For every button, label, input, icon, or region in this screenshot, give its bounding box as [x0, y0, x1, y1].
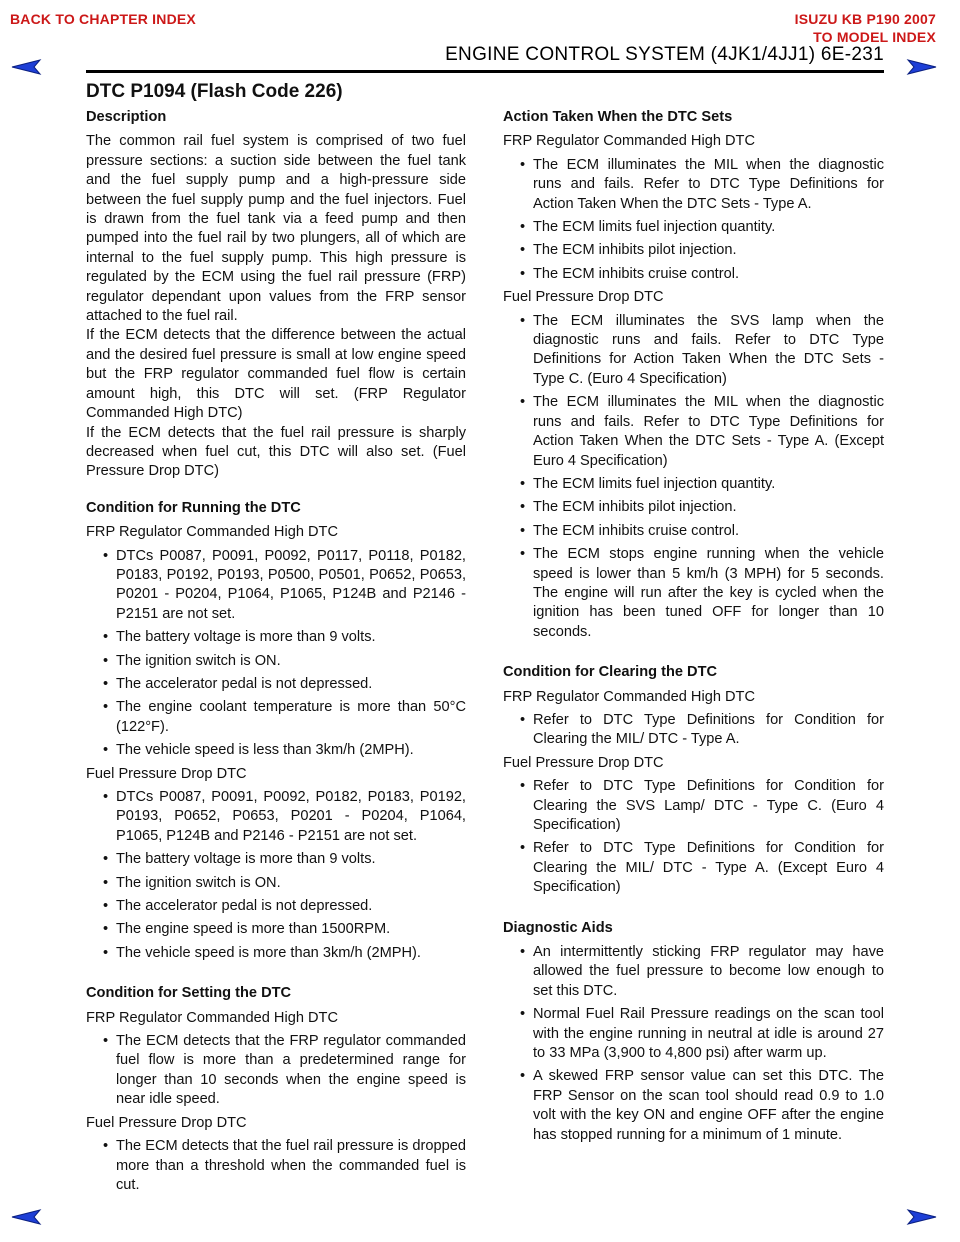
list-item: • The ECM limits fuel injection quantity.: [503, 475, 884, 494]
prev-page-arrow-icon[interactable]: [10, 58, 44, 76]
to-model-index-link[interactable]: TO MODEL INDEX: [813, 29, 936, 45]
list-item: • Normal Fuel Rail Pressure readings on the scan tool with the engine running in neutral at idle is around 27 to 33 MPa (3,900 to 4,800 psi) after warm up.: [503, 1005, 884, 1063]
back-to-chapter-index-link[interactable]: BACK TO CHAPTER INDEX: [10, 11, 196, 27]
list-item: • DTCs P0087, P0091, P0092, P0182, P0183, P0192, P0193, P0652, P0653, P0201 - P0204, P1064, P1065, P124B and P2146 - P2151 are not set.: [86, 788, 466, 846]
group-label: FRP Regulator Commanded High DTC: [503, 133, 755, 150]
list-item: • The ECM inhibits pilot injection.: [503, 498, 884, 517]
list-item: • The accelerator pedal is not depressed.: [86, 897, 466, 916]
bullet-list: [503, 777, 884, 897]
section-heading: Condition for Running the DTC: [86, 499, 301, 516]
section-heading: Action Taken When the DTC Sets: [503, 109, 733, 125]
list-item: • The ECM inhibits cruise control.: [503, 265, 884, 284]
bullet-list: [503, 312, 884, 643]
list-item: • The ignition switch is ON.: [86, 874, 466, 893]
section-heading: Condition for Setting the DTC: [86, 985, 292, 1002]
list-item: • The engine speed is more than 1500RPM.: [86, 920, 466, 939]
group-label: Fuel Pressure Drop DTC: [503, 289, 664, 306]
bullet-list: [503, 156, 884, 284]
bullet-list: [86, 1137, 466, 1195]
list-item: • The engine coolant temperature is more than 50°C (122°F).: [86, 698, 466, 737]
left-column: [86, 108, 466, 1199]
bullet-list: [503, 943, 884, 1145]
group-label: FRP Regulator Commanded High DTC: [503, 688, 755, 705]
list-item: • The ECM detects that the FRP regulator commanded fuel flow is more than a predetermined range for longer than 10 seconds when the engine speed is near idle speed.: [86, 1032, 466, 1110]
list-item: • The ECM inhibits cruise control.: [503, 522, 884, 541]
list-item: • The vehicle speed is less than 3km/h (2MPH).: [86, 741, 466, 760]
bullet-list: [503, 711, 884, 750]
bullet-list: [86, 547, 466, 761]
list-item: • The battery voltage is more than 9 volts.: [86, 628, 466, 647]
list-item: • The vehicle speed is more than 3km/h (2MPH).: [86, 944, 466, 963]
list-item: • Refer to DTC Type Definitions for Condition for Clearing the MIL/ DTC - Type A. (Except Euro 4 Specification): [503, 839, 884, 897]
next-page-arrow-icon[interactable]: [904, 1208, 938, 1226]
list-item: • The battery voltage is more than 9 volts.: [86, 850, 466, 869]
list-item: • An intermittently sticking FRP regulator may have allowed the fuel pressure to become low enough to set this DTC.: [503, 943, 884, 1001]
group-label: FRP Regulator Commanded High DTC: [86, 1009, 338, 1026]
list-item: • The ECM illuminates the SVS lamp when the diagnostic runs and fails. Refer to DTC Type Definitions for Action Taken When the DTC Sets - Type C. (Euro 4 Specification): [503, 312, 884, 390]
list-item: • The ECM limits fuel injection quantity.: [503, 218, 884, 237]
list-item: • The ECM detects that the fuel rail pressure is dropped more than a threshold when the commanded fuel is cut.: [86, 1137, 466, 1195]
paragraph: The common rail fuel system is comprised of two fuel pressure sections: a suction side between the fuel tank and the fuel supply pump and a high-pressure side between the fuel supply pump and the fuel injectors. Fuel is drawn from the fuel tank via a feed pump and then pumped into the fuel rail by two plungers, all of which are internal to the fuel supply pump. This high pressure is regulated by the ECM using the fuel rail pressure (FRP) regulator dependant upon values from the FRP sensor attached to the fuel rail.: [86, 133, 466, 325]
section-heading: Diagnostic Aids: [503, 919, 613, 936]
section-heading: Description: [86, 109, 167, 125]
prev-page-arrow-icon[interactable]: [10, 1208, 44, 1226]
paragraph: If the ECM detects that the fuel rail pressure is sharply decreased when fuel cut, this DTC will also set. (Fuel Pressure Drop DTC): [86, 424, 466, 480]
right-column: [503, 108, 884, 1149]
list-item: • The accelerator pedal is not depressed.: [86, 675, 466, 694]
bullet-list: [86, 788, 466, 963]
paragraph: If the ECM detects that the difference between the actual and the desired fuel pressure is small at low engine speed but the FRP regulator commanded fuel flow is certain amount high, this DTC will set. (FRP Regulator Commanded High DTC): [86, 327, 466, 422]
list-item: • Refer to DTC Type Definitions for Condition for Clearing the SVS Lamp/ DTC - Type C. (Euro 4 Specification): [503, 777, 884, 835]
group-label: Fuel Pressure Drop DTC: [503, 754, 664, 771]
list-item: • The ignition switch is ON.: [86, 652, 466, 671]
list-item: • Refer to DTC Type Definitions for Condition for Clearing the MIL/ DTC - Type A.: [503, 711, 884, 750]
section-heading: Condition for Clearing the DTC: [503, 664, 718, 681]
list-item: • DTCs P0087, P0091, P0092, P0117, P0118, P0182, P0183, P0192, P0193, P0500, P0501, P0652, P0653, P0201 - P0204, P1064, P1065, P124B and P2146 - P2151 are not set.: [86, 547, 466, 625]
page-header-title: ENGINE CONTROL SYSTEM (4JK1/4JJ1) 6E-231: [445, 44, 884, 65]
group-label: Fuel Pressure Drop DTC: [86, 1114, 247, 1131]
group-label: FRP Regulator Commanded High DTC: [86, 524, 338, 541]
list-item: • The ECM inhibits pilot injection.: [503, 241, 884, 260]
bullet-list: [86, 1032, 466, 1110]
list-item: • The ECM stops engine running when the vehicle speed is lower than 5 km/h (3 MPH) for 5 seconds. The engine will run after the key is cycled when the ignition has been tuned OFF for longer than 10 seconds.: [503, 545, 884, 642]
model-title-link[interactable]: ISUZU KB P190 2007: [794, 11, 936, 27]
list-item: • A skewed FRP sensor value can set this DTC. The FRP Sensor on the scan tool should read 0.9 to 1.0 volt with the key ON and engine OFF after the engine has stopped running for a minimum of 1 minute.: [503, 1067, 884, 1145]
header-divider: [86, 70, 884, 73]
group-label: Fuel Pressure Drop DTC: [86, 765, 247, 782]
document-title: DTC P1094 (Flash Code 226): [86, 81, 343, 102]
next-page-arrow-icon[interactable]: [904, 58, 938, 76]
list-item: • The ECM illuminates the MIL when the diagnostic runs and fails. Refer to DTC Type Definitions for Action Taken When the DTC Sets - Type A. (Except Euro 4 Specification): [503, 393, 884, 471]
list-item: • The ECM illuminates the MIL when the diagnostic runs and fails. Refer to DTC Type Definitions for Action Taken When the DTC Sets - Type A.: [503, 156, 884, 214]
